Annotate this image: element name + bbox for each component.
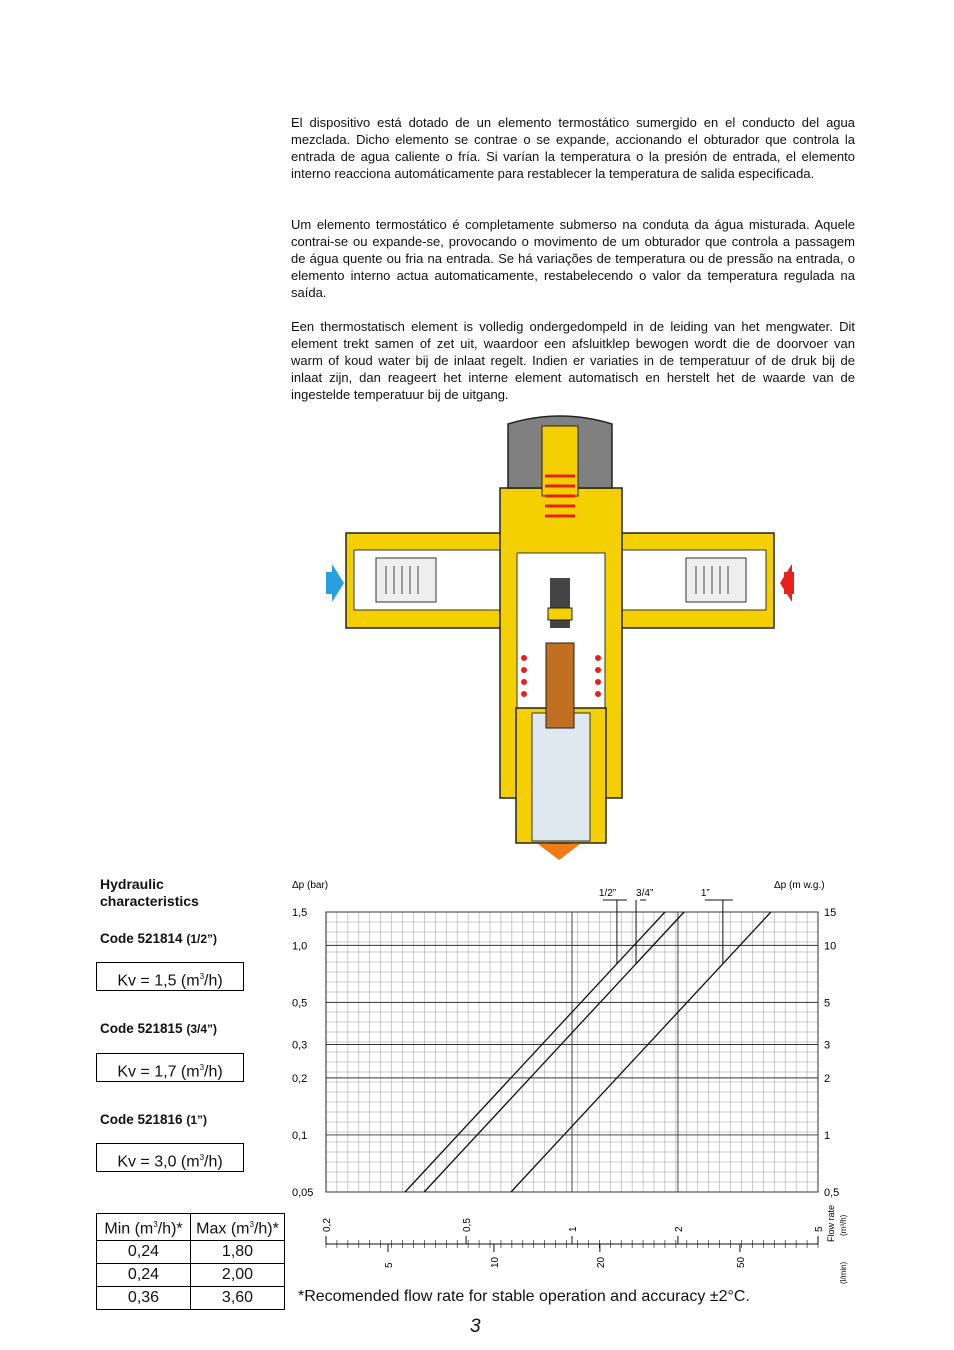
- series-label: 1”: [700, 888, 710, 899]
- y-left-axis-label: Δp (bar): [292, 880, 329, 891]
- hot-inlet-arrow-icon: [780, 564, 794, 602]
- x-lmin-tick-label: 10: [489, 1256, 501, 1268]
- y-right-tick-label: 2: [824, 1072, 831, 1085]
- paragraph-portuguese: Um elemento termostático é completamente submerso na conduta da água misturada. Aquele contrai-se ou expande-se, provocando o movimento de um obturador que controla a passagem de água quente ou fria na entrada. Se há variações de temperatura ou de pressão na entrada, o elemento interno actua automaticamente, restabelecendo o valor da temperatura regulada na saída.: [291, 217, 855, 300]
- outlet-arrow-icon: [538, 844, 580, 860]
- flow-rate-table: [96, 1213, 285, 1310]
- y-left-tick-label: 1,0: [292, 940, 308, 953]
- cell-max: 2,00: [191, 1264, 285, 1287]
- series-label: 1/2”: [598, 888, 617, 899]
- title-line-1: Hydraulic: [100, 876, 164, 892]
- y-right-tick-label: 5: [824, 997, 831, 1010]
- x-m3h-tick-label: 1: [568, 1226, 579, 1232]
- x-lmin-tick-label: 5: [383, 1262, 395, 1268]
- kv-box-3: Kv = 3,0 $(m^3/h)$: [96, 1143, 244, 1172]
- y-left-tick-label: 0,5: [292, 997, 308, 1010]
- code-label-1: Code 521814 (1/2”): [100, 931, 218, 946]
- kv-box-1: Kv = 1,5 $(m^3/h)$: [96, 962, 244, 991]
- cell-min: 0,24: [97, 1264, 191, 1287]
- y-left-tick-label: 0,3: [292, 1039, 308, 1052]
- y-left-tick-label: 0,1: [292, 1129, 308, 1142]
- header-min: Min $(m^3/h)*$: [97, 1214, 191, 1241]
- pressure-drop-chart: [280, 872, 860, 1284]
- x-axis-title: Flow rate: [826, 1204, 836, 1242]
- recommended-flow-note: *Recomended flow rate for stable operation and accuracy ±2°C.: [298, 1288, 750, 1305]
- kv-box-2: Kv = 1,7 $(m^3/h)$: [96, 1053, 244, 1082]
- x-m3h-tick-label: 0,5: [462, 1218, 474, 1232]
- y-right-tick-label: 15: [824, 907, 837, 919]
- series-label: 3/4”: [636, 888, 654, 899]
- y-left-tick-label: 0,05: [292, 1187, 314, 1199]
- y-right-tick-label: 0,5: [824, 1187, 840, 1199]
- hydraulic-characteristics-title: [100, 876, 199, 910]
- cell-min: 0,24: [97, 1241, 191, 1264]
- y-right-tick-label: 1: [824, 1129, 831, 1142]
- y-left-tick-label: 1,5: [292, 907, 308, 919]
- cell-min: 0,36: [97, 1287, 191, 1310]
- y-right-axis-label: Δp (m w.g.): [774, 880, 825, 891]
- title-line-2: characteristics: [100, 893, 199, 909]
- x-m3h-tick-label: 2: [673, 1226, 685, 1232]
- valve-cross-section-illustration: [320, 408, 650, 863]
- x-m3h-tick-label: 0,2: [322, 1218, 333, 1232]
- paragraph-dutch: Een thermostatisch element is volledig ondergedompeld in de leiding van het mengwater. Dit element trekt samen of zet uit, waardoor een afsluitklep bewogen wordt die de doorvoer van warm of koud water bij de inlaat regelt. Indien er variaties in de temperatuur of de druk bij de inlaat zijn, dan reageert het interne element automatisch en herstelt het de waarde van de ingestelde temperatuur bij de uitgang.: [291, 319, 855, 402]
- paragraph-spanish: El dispositivo está dotado de un elemento termostático sumergido en el conducto del agua mezclada. Dicho elemento se contrae o se expande, accionando el obturador que controla la entrada de agua caliente o fría. Si varían la temperatura o la presión de entrada, el elemento interno reacciona automáticamente para restablecer la temperatura de salida especificada.: [291, 115, 855, 181]
- header-max: Max $(m^3/h)*$: [191, 1214, 285, 1241]
- x-lmin-tick-label: 50: [735, 1256, 747, 1268]
- page-number: 3: [470, 1316, 481, 1337]
- y-right-tick-label: 10: [824, 940, 837, 953]
- x-m3h-axis-label: (m³/h): [839, 1214, 848, 1236]
- cell-max: 3,60: [191, 1287, 285, 1310]
- y-right-tick-label: 3: [824, 1039, 831, 1052]
- x-lmin-axis-label: (l/min): [839, 1261, 848, 1284]
- x-m3h-tick-label: 5: [814, 1226, 825, 1232]
- cold-inlet-arrow-icon: [326, 564, 344, 602]
- thermostatic-element-shape: [546, 643, 574, 728]
- code-label-2: Code 521815 (3/4”): [100, 1021, 218, 1036]
- cell-max: 1,80: [191, 1241, 285, 1264]
- x-lmin-tick-label: 20: [595, 1256, 607, 1268]
- code-label-3: Code 521816 (1”): [100, 1112, 207, 1127]
- y-left-tick-label: 0,2: [292, 1072, 308, 1085]
